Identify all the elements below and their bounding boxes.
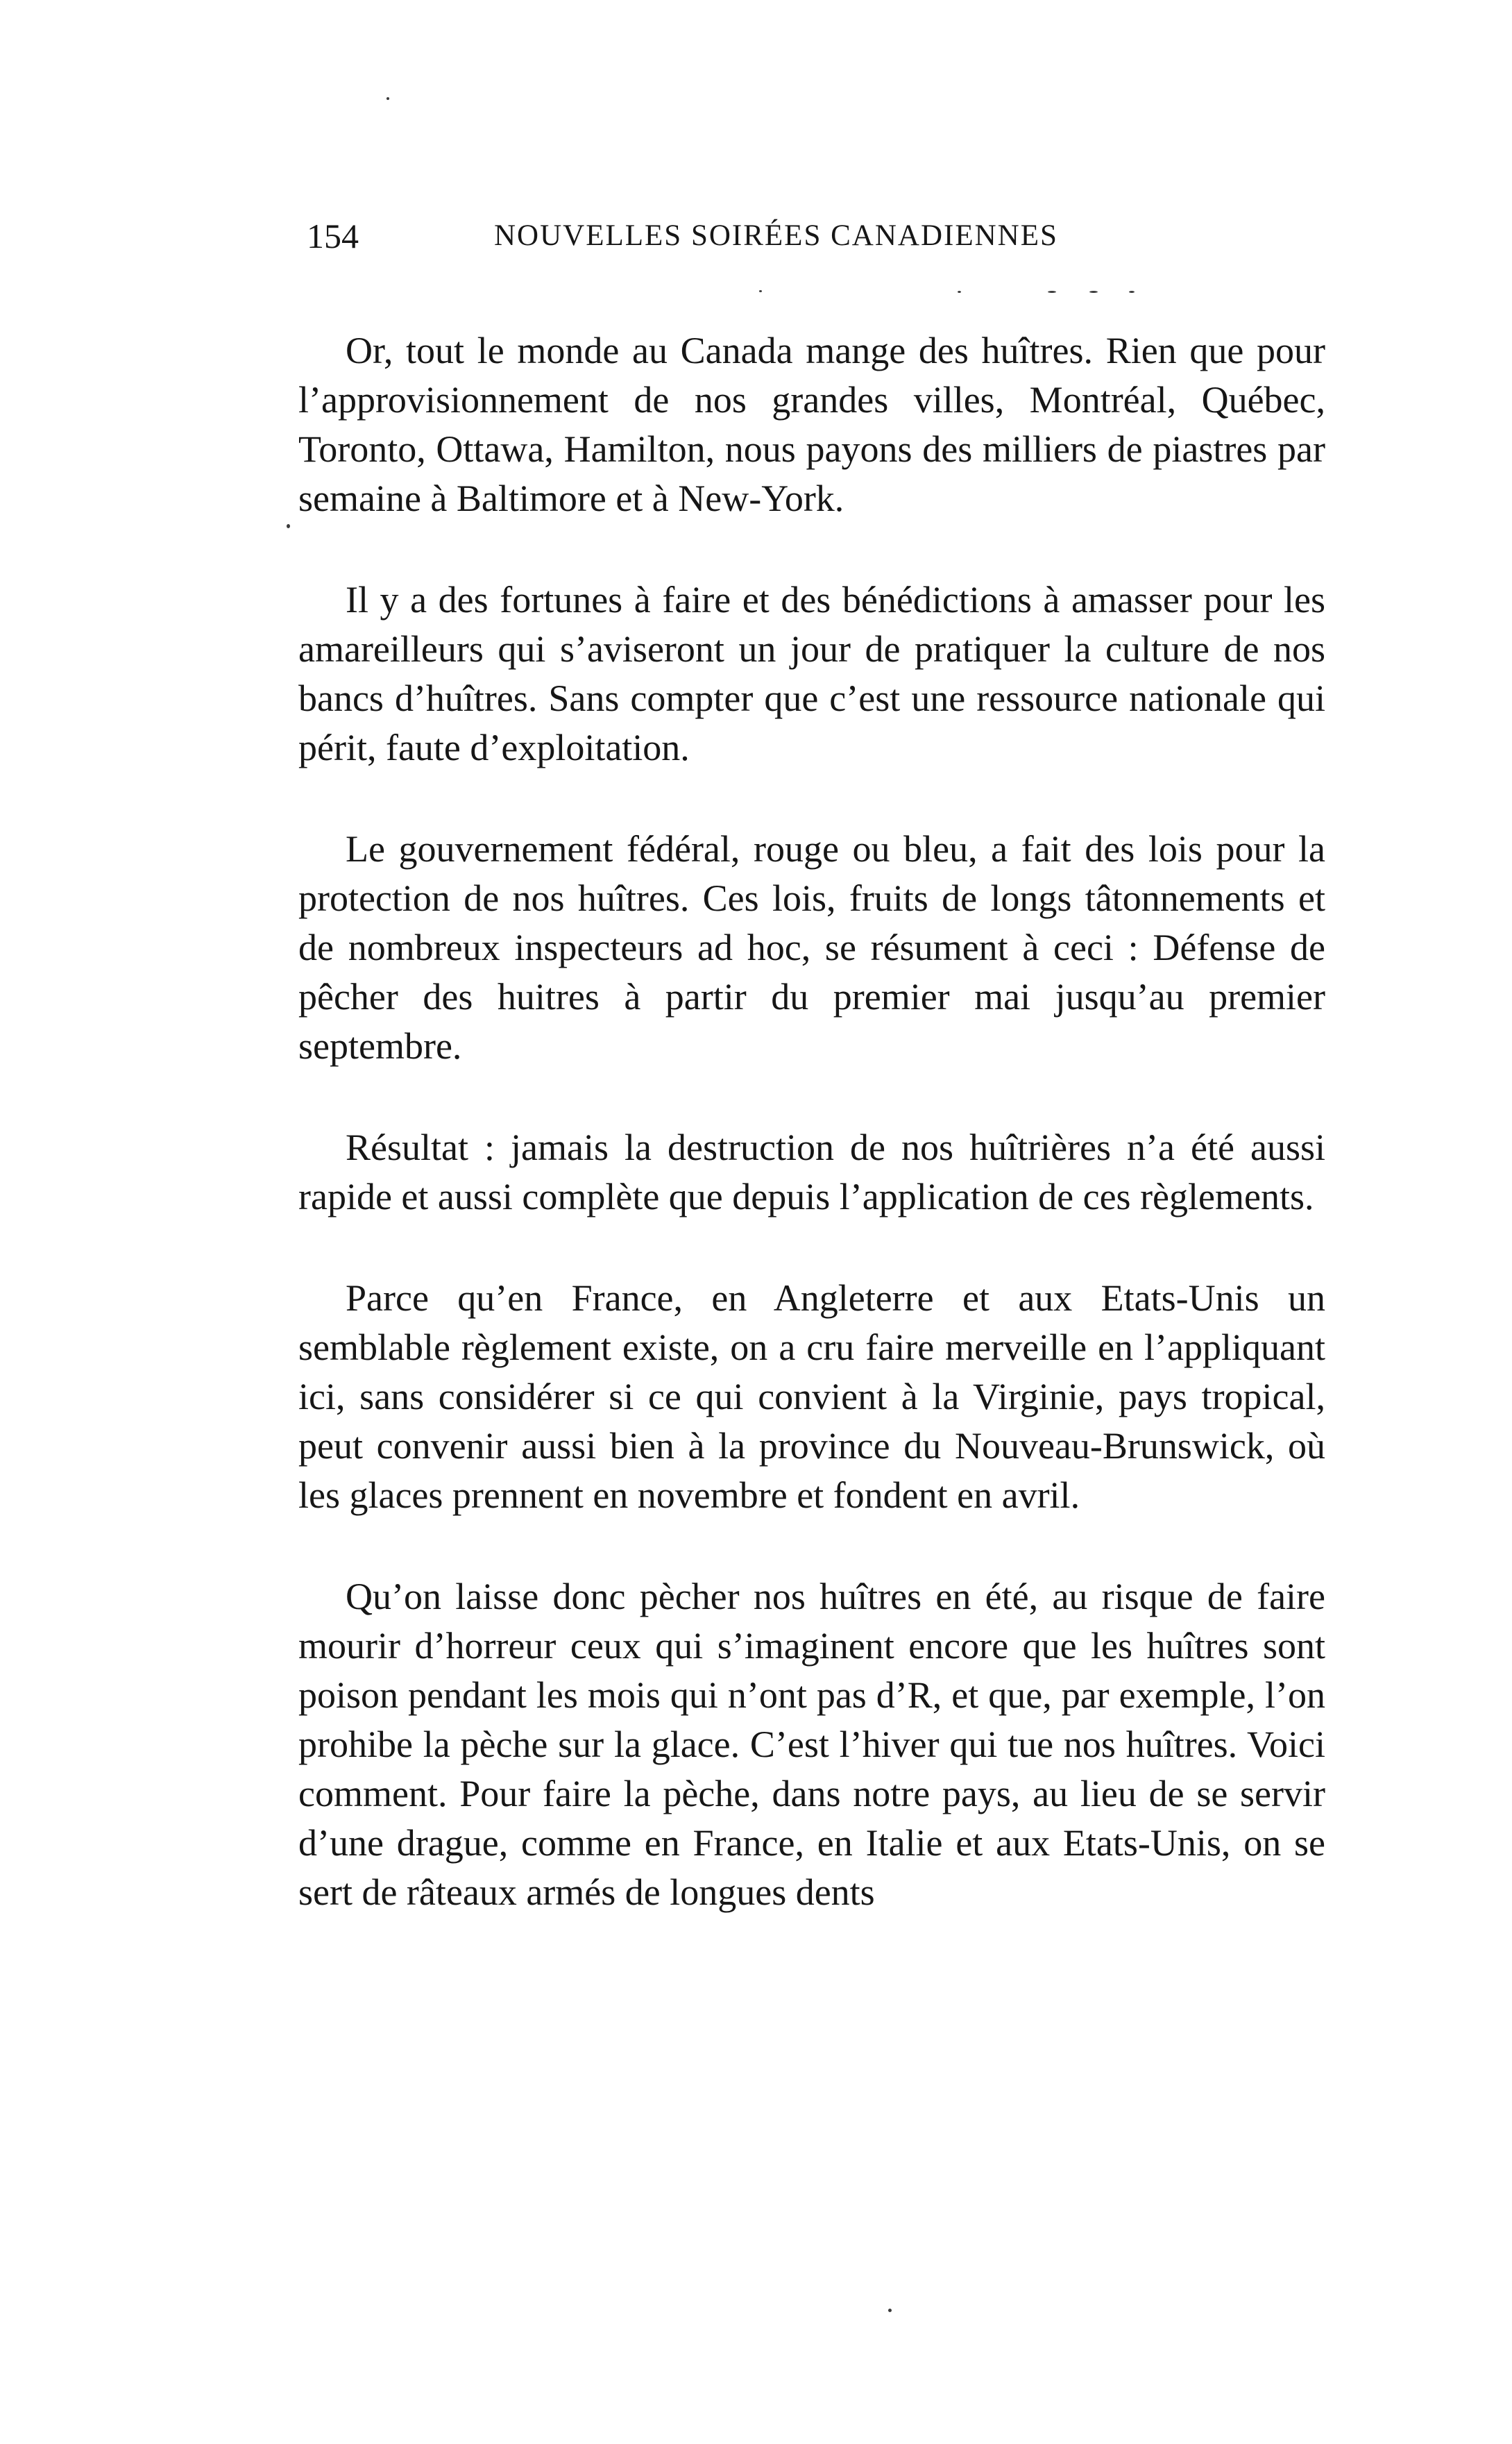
ink-speck: [287, 524, 290, 528]
paragraph-3: Le gouvernement fédéral, rouge ou bleu, a fait des lois pour la protection de nos huîtres. Ces lois, fruits de longs tâtonnements et de nombreux inspecteurs ad hoc, se résument à ceci : Défense de pêcher des huitres à partir du premier mai jusqu’au premier septembre.: [298, 828, 1325, 1067]
running-title: NOUVELLES SOIRÉES CANADIENNES: [494, 219, 1058, 252]
paragraph-5: Parce qu’en France, en Angleterre et aux Etats-Unis un semblable règlement existe, on a cru faire merveille en l’appliquant ici, sans considérer si ce qui convient à la Virginie, pays tropical, peut convenir aussi bien à la province du Nouveau-Brunswick, où les glaces prennent en novembre et fondent en avril.: [298, 1277, 1325, 1516]
page-header: [307, 208, 1327, 264]
ink-speck: [958, 291, 961, 293]
paragraph-2: Il y a des fortunes à faire et des bénédictions à amasser pour les amareilleurs qui s’aviseront un jour de pratiquer la culture de nos bancs d’huîtres. Sans compter que c’est une ressource nationale qui périt, faute d’exploitation.: [298, 579, 1325, 768]
ink-speck: [1048, 291, 1056, 293]
ink-speck: [1089, 291, 1098, 293]
paragraph-6: Qu’on laisse donc pècher nos huîtres en été, au risque de faire mourir d’horreur ceux qui s’imaginent encore que les huîtres sont poison pendant les mois qui n’ont pas d’R, et que, par exemple, l’on prohibe la pèche sur la glace. C’est l’hiver qui tue nos huîtres. Voici comment. Pour faire la pèche, dans notre pays, au lieu de se servir d’une drague, comme en France, en Italie et aux Etats-Unis, on se sert de râteaux armés de longues dents: [298, 1576, 1325, 1913]
paragraph-4: Résultat : jamais la destruction de nos huîtrières n’a été aussi rapide et aussi complète que depuis l’application de ces règlements.: [298, 1127, 1325, 1217]
page-number: 154: [307, 217, 359, 255]
body-text: [298, 326, 1325, 1917]
ink-speck: [888, 2309, 892, 2312]
ink-speck: [387, 97, 389, 100]
ink-speck: [1129, 291, 1135, 293]
paragraph-1: Or, tout le monde au Canada mange des huîtres. Rien que pour l’approvisionnement de nos grandes villes, Montréal, Québec, Toronto, Ottawa, Hamilton, nous payons des milliers de piastres par semaine à Baltimore et à New-York.: [298, 330, 1325, 519]
ink-speck: [759, 290, 762, 292]
